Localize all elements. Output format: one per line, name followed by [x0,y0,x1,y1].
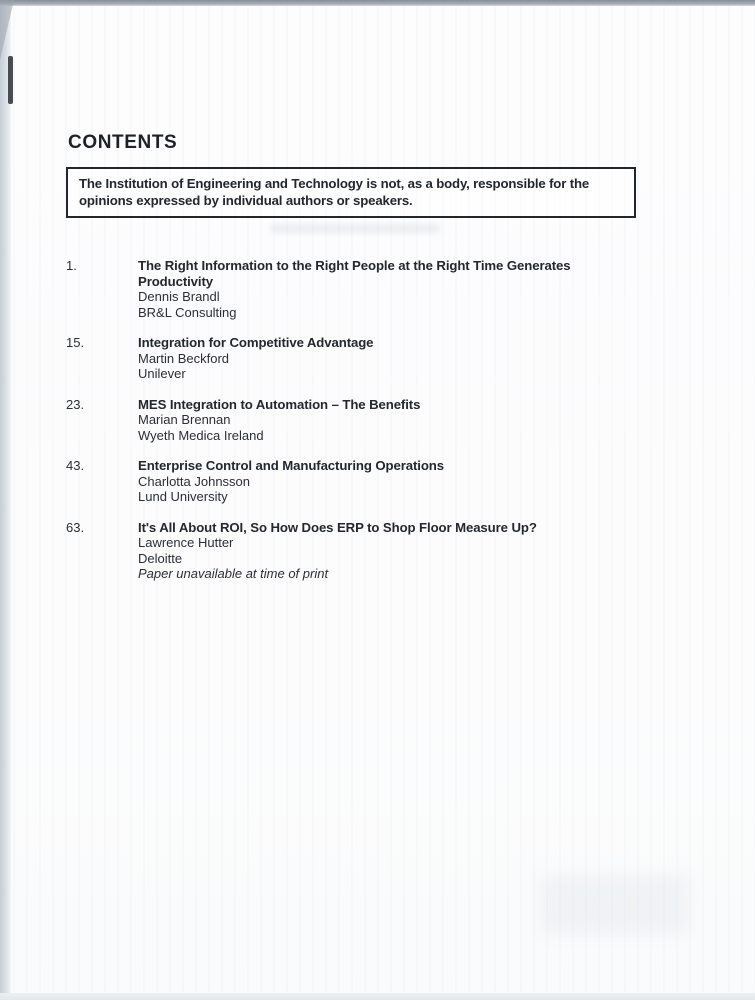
entry-title: The Right Information to the Right People at the Right Time Generates Productivity [138,258,571,289]
entry-authors [138,289,651,320]
entry-body [138,335,651,382]
entry-author: Lawrence Hutter [138,535,234,551]
toc-entry [66,258,651,320]
entry-page-number: 43. [66,458,85,474]
entry-author: Charlotta Johnsson [138,473,251,489]
entry-author: Dennis Brandl [138,289,220,305]
scan-edge-top [0,0,755,6]
toc-entry [66,458,651,505]
entry-author: Lund University [138,489,228,505]
scan-edge-bottom [0,993,755,1000]
entry-body [138,458,651,505]
entry-author: Martin Beckford [138,350,230,366]
toc-entry [66,335,651,382]
entry-authors [138,412,651,443]
scan-edge-left [0,4,11,1000]
scan-smudge [540,875,690,935]
entry-author: Marian Brennan [138,412,231,428]
toc-list [66,258,651,597]
entry-note: Paper unavailable at time of print [138,566,329,582]
entry-author: Wyeth Medica Ireland [138,427,264,443]
entry-body [138,258,651,320]
scan-smudge [270,224,440,233]
entry-body [138,520,651,582]
entry-authors [138,535,651,566]
scan-artifact-mark [8,56,13,104]
entry-title: Integration for Competitive Advantage [138,335,374,351]
entry-authors [138,474,651,505]
entry-title: It's All About ROI, So How Does ERP to Shop Floor Measure Up? [138,519,537,535]
disclaimer-text: The Institution of Engineering and Technology is not, as a body, responsible for the opinions expressed by individual authors or speakers. [79,176,590,208]
toc-entry [66,397,651,444]
entry-author: Unilever [138,366,186,382]
entry-body [138,397,651,444]
entry-author: Deloitte [138,550,183,566]
entry-page-number: 23. [66,396,85,412]
toc-entry [66,520,651,582]
entry-page-number: 63. [66,519,85,535]
entry-title: Enterprise Control and Manufacturing Operations [138,458,444,474]
entry-page-number: 15. [66,335,85,351]
entry-title: MES Integration to Automation – The Benefits [138,396,421,412]
entry-page-number: 1. [66,258,77,273]
disclaimer-box [66,167,636,218]
page-title: CONTENTS [68,132,178,153]
entry-author: BR&L Consulting [138,304,237,320]
entry-authors [138,351,651,382]
